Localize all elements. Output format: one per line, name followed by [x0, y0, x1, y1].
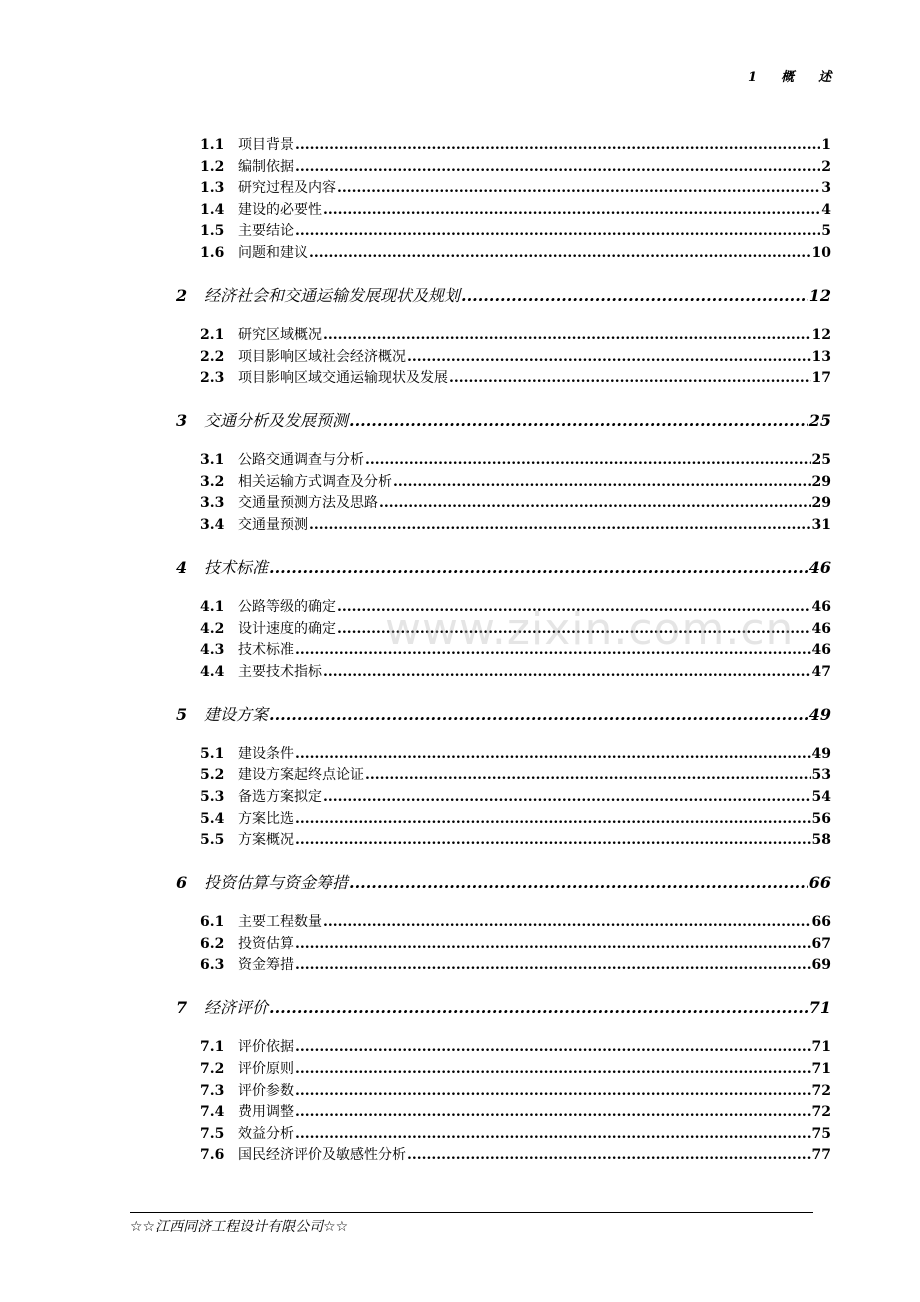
toc-section-entry[interactable] — [200, 1036, 831, 1056]
toc-dot-leader — [365, 452, 811, 468]
toc-entry-page: 56 — [811, 810, 831, 827]
toc-entry-number: 5.4 — [200, 810, 225, 827]
toc-entry-number: 1.4 — [200, 201, 225, 218]
toc-entry-title: 研究区域概况 — [238, 327, 322, 343]
toc-entry-page: 58 — [811, 832, 831, 849]
toc-entry-page: 49 — [811, 745, 831, 762]
toc-dot-leader — [323, 327, 811, 343]
toc-section-entry[interactable] — [200, 618, 831, 638]
toc-entry-number: 5 — [176, 704, 188, 724]
toc-entry-page: 75 — [811, 1125, 831, 1142]
toc-entry-title: 备选方案拟定 — [238, 789, 322, 805]
toc-entry-title: 交通量预测 — [238, 517, 308, 533]
header-chapter-title-a: 概 — [781, 70, 796, 85]
toc-entry-page: 72 — [811, 1104, 831, 1121]
toc-entry-title: 公路交通调查与分析 — [238, 452, 364, 469]
toc-entry-number: 6.1 — [200, 914, 225, 931]
toc-section-entry[interactable] — [200, 596, 831, 616]
toc-entry-title: 费用调整 — [238, 1104, 294, 1121]
toc-dot-leader — [295, 1039, 811, 1055]
footer-rule — [130, 1212, 813, 1213]
toc-section-entry[interactable] — [200, 471, 831, 491]
toc-dot-leader — [309, 245, 811, 261]
toc-section-entry[interactable] — [200, 367, 831, 387]
toc-entry-page: 66 — [811, 914, 831, 931]
toc-entry-number: 1.5 — [200, 223, 225, 240]
toc-entry-page: 31 — [811, 517, 831, 533]
toc-dot-leader — [295, 746, 811, 762]
toc-entry-number: 2.1 — [200, 327, 225, 343]
toc-section-entry[interactable] — [200, 242, 831, 262]
toc-section-entry[interactable] — [200, 786, 831, 806]
toc-entry-title: 建设方案起终点论证 — [238, 767, 364, 784]
toc-dot-leader — [323, 789, 811, 805]
toc-entry-page: 5 — [821, 223, 831, 240]
toc-section-entry[interactable] — [200, 911, 831, 931]
toc-chapter-entry[interactable] — [176, 555, 831, 577]
toc-dot-leader — [295, 137, 820, 153]
toc-dot-leader — [295, 1126, 811, 1142]
toc-section-entry[interactable] — [200, 933, 831, 953]
toc-section-entry[interactable] — [200, 1080, 831, 1100]
toc-entry-number: 3.4 — [200, 517, 225, 533]
toc-chapter-entry[interactable] — [176, 408, 831, 430]
toc-entry-page: 69 — [811, 957, 831, 974]
toc-entry-page: 71 — [811, 1061, 831, 1077]
toc-section-entry[interactable] — [200, 764, 831, 784]
toc-entry-number: 1.1 — [200, 137, 225, 153]
toc-entry-page: 47 — [811, 663, 831, 680]
toc-section-entry[interactable] — [200, 661, 831, 681]
toc-entry-title: 建设的必要性 — [238, 201, 322, 218]
toc-dot-leader — [309, 517, 811, 533]
toc-entry-number: 6 — [176, 873, 188, 893]
toc-entry-title: 评价依据 — [238, 1039, 294, 1056]
toc-entry-title: 交通分析及发展预测 — [204, 411, 349, 431]
toc-entry-number: 6.3 — [200, 957, 225, 974]
toc-entry-number: 7.6 — [200, 1147, 225, 1164]
toc-section-entry[interactable] — [200, 954, 831, 974]
toc-entry-title: 项目背景 — [238, 137, 294, 153]
toc-entry-title: 公路等级的确定 — [238, 599, 336, 615]
toc-entry-page: 46 — [811, 599, 831, 615]
toc-entry-number: 4.3 — [200, 642, 225, 659]
toc-entry-title: 主要结论 — [238, 223, 294, 240]
header-chapter-title-b: 述 — [818, 70, 833, 85]
toc-section-entry[interactable] — [200, 220, 831, 240]
toc-dot-leader — [295, 832, 811, 848]
header-chapter-num: 1 — [748, 70, 759, 85]
toc-dot-leader — [295, 1083, 811, 1099]
toc-entry-title: 资金筹措 — [238, 957, 294, 974]
toc-dot-leader — [295, 811, 811, 827]
toc-entry-number: 7.3 — [200, 1082, 225, 1099]
toc-entry-page: 1 — [821, 137, 831, 153]
toc-section-entry[interactable] — [200, 1058, 831, 1078]
toc-entry-title: 方案比选 — [238, 810, 294, 827]
page-header — [748, 66, 832, 85]
toc-dot-leader — [337, 599, 811, 615]
toc-entry-page: 3 — [821, 180, 831, 197]
toc-entry-number: 5.1 — [200, 745, 225, 762]
toc-entry-page: 12 — [811, 327, 831, 343]
toc-dot-leader — [295, 223, 820, 239]
toc-entry-number: 3.1 — [200, 452, 225, 469]
toc-entry-title: 效益分析 — [238, 1125, 294, 1142]
toc-section-entry[interactable] — [200, 177, 831, 197]
toc-entry-title: 建设方案 — [204, 704, 269, 724]
toc-dot-leader — [449, 370, 811, 386]
toc-section-entry[interactable] — [200, 1101, 831, 1121]
toc-dot-leader — [269, 998, 808, 1017]
toc-section-entry[interactable] — [200, 808, 831, 828]
toc-entry-number: 3.3 — [200, 495, 225, 512]
toc-dot-leader — [323, 664, 811, 680]
watermark: www.zixin.com.cn — [385, 604, 795, 655]
toc-entry-page: 53 — [811, 767, 831, 784]
toc-entry-page: 71 — [811, 1039, 831, 1056]
toc-section-entry[interactable] — [200, 1123, 831, 1143]
toc-entry-title: 项目影响区域交通运输现状及发展 — [238, 370, 448, 387]
toc-entry-number: 4.1 — [200, 599, 225, 615]
toc-dot-leader — [295, 1104, 811, 1120]
toc-entry-title: 编制依据 — [238, 158, 294, 175]
toc-entry-page: 29 — [811, 473, 831, 490]
toc-dot-leader — [337, 180, 820, 196]
toc-entry-page: 46 — [808, 558, 831, 577]
toc-entry-title: 评价原则 — [238, 1061, 294, 1077]
toc-entry-number: 4.2 — [200, 620, 225, 637]
toc-dot-leader — [295, 936, 811, 952]
toc-entry-number: 2.2 — [200, 348, 225, 365]
toc-dot-leader — [323, 202, 820, 218]
toc-section-entry[interactable] — [200, 743, 831, 763]
toc-entry-number: 7.4 — [200, 1104, 225, 1121]
toc-entry-number: 3.2 — [200, 473, 225, 490]
toc-entry-page: 10 — [811, 245, 831, 261]
toc-entry-title: 建设条件 — [238, 745, 294, 762]
toc-entry-number: 1.2 — [200, 158, 225, 175]
toc-dot-leader — [337, 621, 811, 637]
toc-entry-title: 研究过程及内容 — [238, 180, 336, 197]
toc-entry-title: 相关运输方式调查及分析 — [238, 473, 392, 490]
toc-entry-title: 投资估算与资金筹措 — [204, 873, 349, 893]
toc-entry-page: 54 — [811, 789, 831, 805]
toc-dot-leader — [349, 411, 808, 430]
toc-entry-title: 设计速度的确定 — [238, 620, 336, 637]
toc-entry-title: 交通量预测方法及思路 — [238, 495, 378, 512]
toc-dot-leader — [407, 1147, 811, 1163]
toc-entry-page: 12 — [808, 286, 831, 305]
toc-entry-title: 主要工程数量 — [238, 914, 322, 931]
toc-entry-page: 77 — [811, 1147, 831, 1164]
toc-chapter-entry[interactable] — [176, 283, 831, 305]
toc-entry-number: 3 — [176, 411, 188, 431]
toc-entry-number: 7.1 — [200, 1039, 225, 1056]
toc-entry-number: 5.2 — [200, 767, 225, 784]
toc-entry-number: 2 — [176, 286, 188, 305]
toc-dot-leader — [295, 159, 820, 175]
toc-entry-title: 投资估算 — [238, 935, 294, 952]
toc-entry-number: 5.5 — [200, 832, 225, 849]
toc-entry-number: 4 — [176, 558, 188, 577]
toc-section-entry[interactable] — [200, 514, 831, 534]
toc-entry-title: 方案概况 — [238, 832, 294, 849]
toc-entry-page: 2 — [821, 158, 831, 175]
toc-section-entry[interactable] — [200, 492, 831, 512]
toc-section-entry[interactable] — [200, 346, 831, 366]
toc-entry-number: 1.3 — [200, 180, 225, 197]
toc-entry-page: 25 — [808, 411, 831, 431]
toc-dot-leader — [461, 286, 808, 305]
toc-dot-leader — [269, 558, 808, 577]
toc-entry-title: 技术标准 — [204, 558, 269, 577]
toc-entry-page: 49 — [808, 704, 831, 724]
toc-dot-leader — [295, 957, 811, 973]
toc-entry-title: 技术标准 — [238, 642, 294, 659]
toc-section-entry[interactable] — [200, 639, 831, 659]
toc-entry-page: 13 — [811, 348, 831, 365]
toc-entry-title: 主要技术指标 — [238, 663, 322, 680]
toc-entry-number: 1.6 — [200, 245, 225, 261]
toc-dot-leader — [365, 767, 811, 783]
toc-section-entry[interactable] — [200, 156, 831, 176]
toc-entry-title: 评价参数 — [238, 1082, 294, 1099]
toc-entry-page: 25 — [811, 452, 831, 469]
toc-section-entry[interactable] — [200, 324, 831, 344]
toc-entry-page: 4 — [821, 201, 831, 218]
toc-dot-leader — [269, 705, 808, 724]
toc-entry-page: 17 — [811, 370, 831, 387]
toc-entry-number: 7 — [176, 998, 188, 1018]
toc-dot-leader — [323, 914, 811, 930]
toc-section-entry[interactable] — [200, 1144, 831, 1164]
footer-company: ☆☆江西同济工程设计有限公司☆☆ — [130, 1219, 349, 1235]
toc-entry-page: 67 — [811, 935, 831, 952]
toc-entry-page: 72 — [811, 1082, 831, 1099]
toc-section-entry[interactable] — [200, 449, 831, 469]
toc-chapter-entry[interactable] — [176, 995, 831, 1017]
toc-chapter-entry[interactable] — [176, 870, 831, 892]
toc-entry-number: 7.2 — [200, 1061, 225, 1077]
toc-dot-leader — [379, 495, 811, 511]
toc-entry-number: 7.5 — [200, 1125, 225, 1142]
toc-entry-number: 5.3 — [200, 789, 225, 805]
toc-entry-number: 4.4 — [200, 663, 225, 680]
toc-chapter-entry[interactable] — [176, 702, 831, 724]
toc-dot-leader — [393, 474, 811, 490]
toc-entry-title: 经济评价 — [204, 998, 269, 1018]
toc-dot-leader — [407, 349, 811, 365]
toc-entry-title: 经济社会和交通运输发展现状及规划 — [204, 286, 461, 305]
toc-entry-number: 6.2 — [200, 935, 225, 952]
toc-dot-leader — [295, 642, 811, 658]
toc-entry-title: 项目影响区域社会经济概况 — [238, 348, 406, 365]
toc-entry-page: 46 — [811, 620, 831, 637]
toc-entry-page: 29 — [811, 495, 831, 512]
toc-section-entry[interactable] — [200, 199, 831, 219]
toc-entry-page: 66 — [808, 873, 831, 893]
toc-section-entry[interactable] — [200, 829, 831, 849]
toc-dot-leader — [295, 1061, 811, 1077]
toc-dot-leader — [349, 873, 808, 892]
toc-entry-number: 2.3 — [200, 370, 225, 387]
toc-entry-title: 国民经济评价及敏感性分析 — [238, 1147, 406, 1164]
toc-entry-page: 71 — [808, 998, 831, 1018]
toc-entry-page: 46 — [811, 642, 831, 659]
toc-entry-title: 问题和建议 — [238, 245, 308, 261]
toc-section-entry[interactable] — [200, 134, 831, 154]
